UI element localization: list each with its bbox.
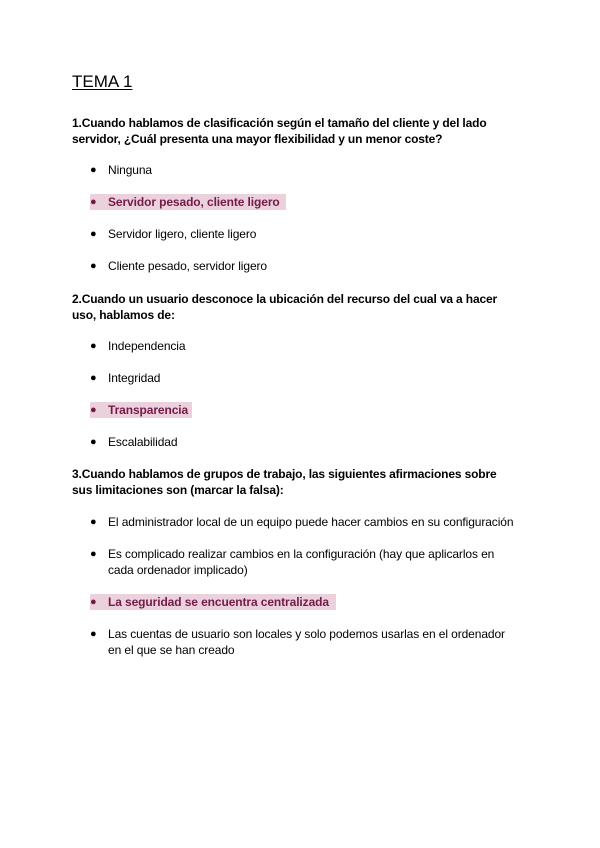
question-3-line-1: 3.Cuando hablamos de grupos de trabajo, las siguientes afirmaciones sobre: [72, 467, 497, 481]
bullet-icon: ●: [90, 548, 97, 560]
q2-option-2-text: Integridad: [108, 371, 161, 385]
q2-option-4-text: Escalabilidad: [108, 435, 178, 449]
bullet-icon: ●: [90, 436, 97, 448]
q1-option-3-text: Servidor ligero, cliente ligero: [108, 227, 257, 241]
q2-option-3-text: Transparencia: [108, 403, 189, 417]
page-title: TEMA 1: [72, 72, 133, 91]
q1-option-1-text: Ninguna: [108, 163, 153, 177]
question-1: [72, 115, 532, 147]
q3-option-4-line-1: Las cuentas de usuario son locales y solo podemos usarlas en el ordenador: [108, 627, 505, 641]
bullet-icon: ●: [90, 404, 97, 416]
q3-option-4-text: [108, 626, 538, 658]
question-2-line-2: uso, hablamos de:: [72, 308, 175, 322]
bullet-icon: ●: [90, 372, 97, 384]
q2-option-1-text: Independencia: [108, 339, 186, 353]
bullet-icon: ●: [90, 260, 97, 272]
q1-option-2-text: Servidor pesado, cliente ligero: [108, 195, 280, 209]
q1-option-4-text: Cliente pesado, servidor ligero: [108, 259, 267, 273]
question-3-line-2: sus limitaciones son (marcar la falsa):: [72, 483, 284, 497]
bullet-icon: ●: [90, 596, 97, 608]
q3-option-4-line-2: en el que se han creado: [108, 643, 235, 657]
question-3: [72, 466, 532, 498]
question-2-line-1: 2.Cuando un usuario desconoce la ubicación del recurso del cual va a hacer: [72, 292, 498, 306]
bullet-icon: ●: [90, 628, 97, 640]
q3-option-2-line-2: cada ordenador implicado): [108, 563, 248, 577]
q3-option-2-text: [108, 546, 538, 578]
bullet-icon: ●: [90, 228, 97, 240]
question-2: [72, 291, 532, 323]
q3-option-3-text: La seguridad se encuentra centralizada: [108, 595, 329, 609]
bullet-icon: ●: [90, 516, 97, 528]
bullet-icon: ●: [90, 340, 97, 352]
q3-option-1-text: El administrador local de un equipo puede hacer cambios en su configuración: [108, 515, 514, 529]
bullet-icon: ●: [90, 164, 97, 176]
question-1-line-2: servidor, ¿Cuál presenta una mayor flexibilidad y un menor coste?: [72, 132, 443, 146]
bullet-icon: ●: [90, 196, 97, 208]
question-1-line-1: 1.Cuando hablamos de clasificación según el tamaño del cliente y del lado: [72, 116, 487, 130]
q3-option-2-line-1: Es complicado realizar cambios en la configuración (hay que aplicarlos en: [108, 547, 495, 561]
